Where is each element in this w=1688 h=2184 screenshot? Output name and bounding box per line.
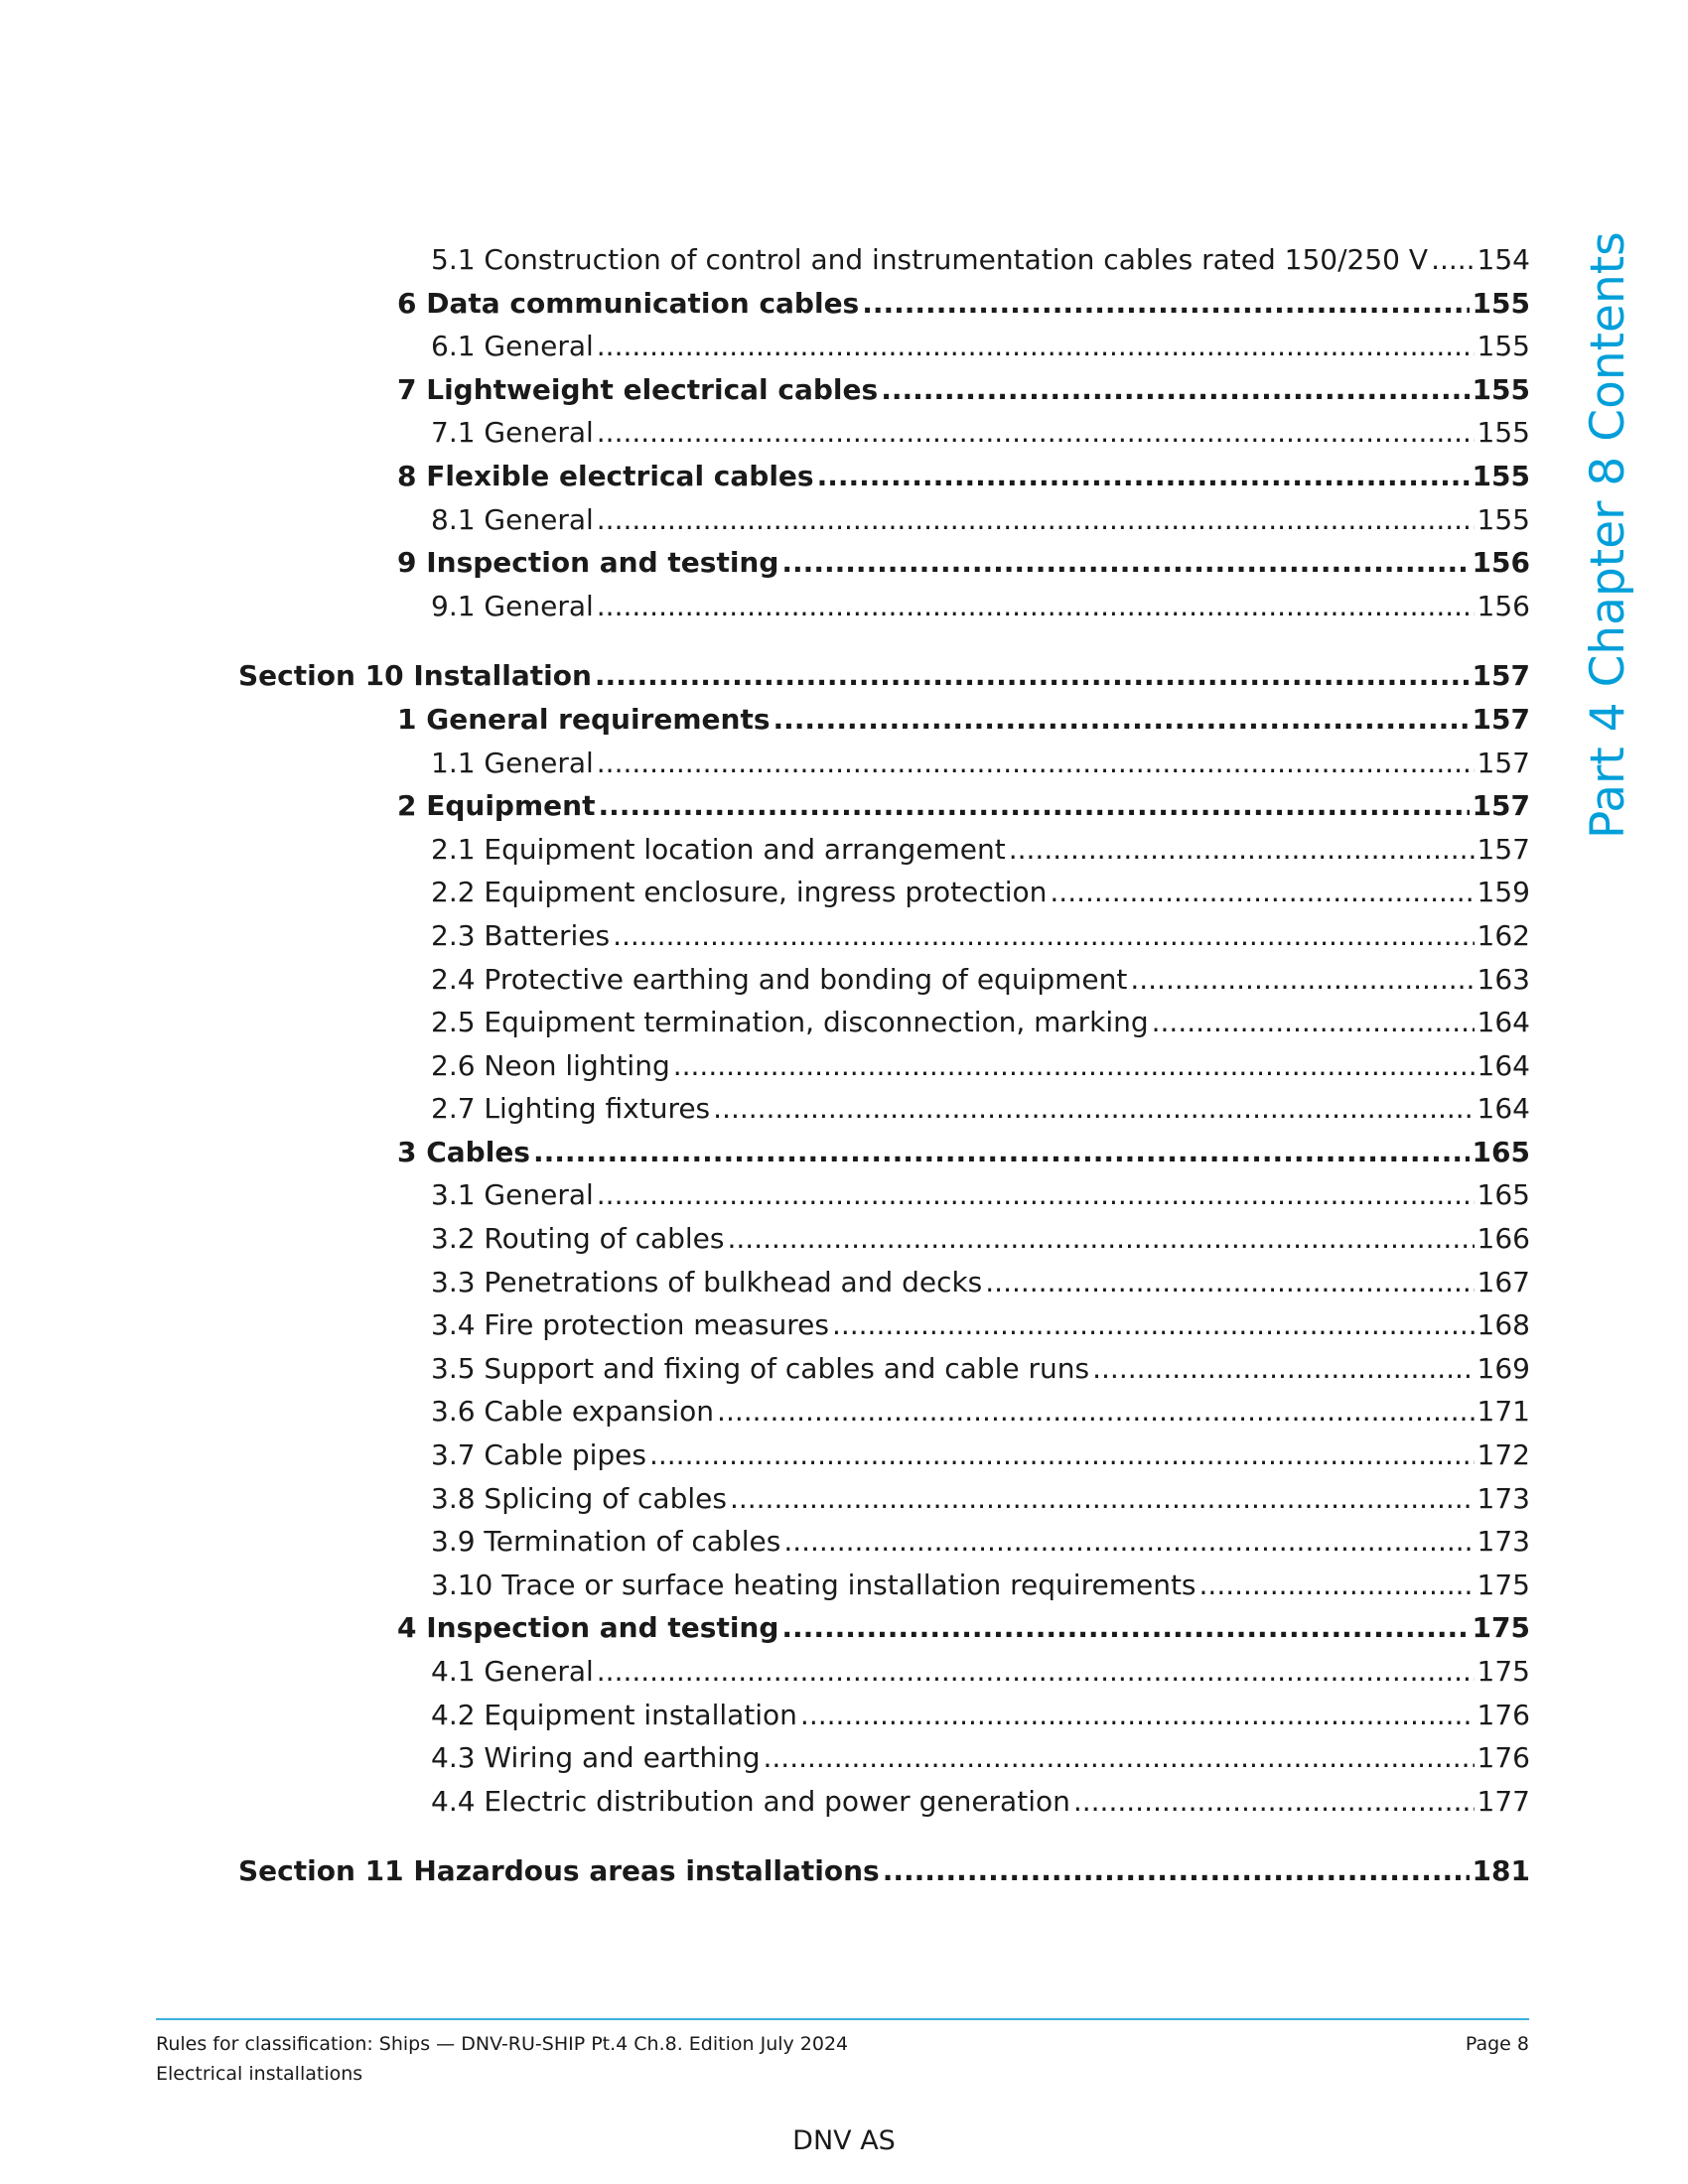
toc-entry-page: 181 [1472,1854,1530,1888]
toc-entry-title: 7.1 General [431,416,594,450]
toc-dot-leader [800,1694,1475,1737]
toc-entry-page: 156 [1472,546,1530,580]
side-title: Part 4 Chapter 8 Contents [1581,231,1635,839]
toc-entry-page: 164 [1477,1092,1530,1126]
toc-dot-leader [533,1131,1470,1174]
toc-entry[interactable] [0,698,1530,742]
toc-entry-page: 171 [1477,1395,1530,1429]
toc-entry[interactable] [0,784,1530,828]
toc-dot-leader [597,742,1475,785]
toc-dot-leader [597,1173,1475,1217]
toc-dot-leader [1431,238,1474,282]
toc-dot-leader [817,455,1470,498]
toc-entry[interactable] [0,411,1530,455]
toc-dot-leader [781,541,1469,585]
toc-entry-page: 157 [1477,832,1530,866]
toc-dot-leader [862,282,1469,326]
toc-entry[interactable] [0,1131,1530,1174]
toc-entry-title: 2.2 Equipment enclosure, ingress protection [431,876,1048,909]
toc-entry[interactable] [0,1564,1530,1607]
toc-entry[interactable] [0,1433,1530,1477]
toc-entry[interactable] [0,1001,1530,1044]
toc-dot-leader [1199,1564,1475,1607]
toc-entry-title: 3.5 Support and fixing of cables and cable runs [431,1351,1090,1385]
toc-dot-leader [595,654,1470,698]
toc-dot-leader [713,1087,1474,1131]
toc-dot-leader [783,1520,1474,1564]
toc-dot-leader [1073,1780,1475,1824]
toc-entry[interactable] [0,455,1530,498]
toc-entry-title: 2.4 Protective earthing and bonding of equipment [431,962,1128,996]
toc-entry-page: 167 [1477,1265,1530,1298]
toc-entry-page: 175 [1477,1655,1530,1688]
toc-entry[interactable] [0,238,1530,282]
toc-entry[interactable] [0,368,1530,412]
toc-entry[interactable] [0,1173,1530,1217]
toc-entry[interactable] [0,325,1530,368]
toc-entry[interactable] [0,1477,1530,1521]
footer-page-number: Page 8 [1465,2033,1529,2055]
toc-entry-page: 157 [1472,659,1530,693]
toc-entry-title: 3.7 Cable pipes [431,1438,646,1472]
toc-entry[interactable] [0,1044,1530,1088]
toc-entry-page: 159 [1477,876,1530,909]
toc-entry[interactable] [0,282,1530,326]
toc-entry-title: 8 Flexible electrical cables [397,459,814,492]
toc-entry-page: 176 [1477,1698,1530,1731]
toc-entry-title: 2.7 Lighting fixtures [431,1092,711,1126]
toc-entry-page: 154 [1477,243,1530,276]
toc-entry-page: 173 [1477,1481,1530,1515]
toc-dot-leader [781,1606,1469,1650]
toc-dot-leader [730,1477,1475,1521]
toc-entry-title: 3.10 Trace or surface heating installation requirements [431,1568,1196,1601]
toc-entry-page: 165 [1472,1135,1530,1168]
toc-entry-title: Section 10 Installation [238,659,592,693]
toc-entry[interactable] [0,1261,1530,1304]
toc-entry-title: 3.4 Fire protection measures [431,1308,829,1342]
toc-entry[interactable] [0,1736,1530,1780]
toc-entry-page: 155 [1477,330,1530,363]
toc-entry-page: 162 [1477,918,1530,952]
toc-entry[interactable] [0,1303,1530,1347]
toc-entry-page: 157 [1472,702,1530,736]
table-of-contents [0,231,1688,1893]
toc-dot-leader [774,698,1470,742]
toc-entry-page: 168 [1477,1308,1530,1342]
toc-entry[interactable] [0,498,1530,542]
toc-entry-title: 2.6 Neon lighting [431,1048,670,1082]
toc-entry-title: 1 General requirements [397,702,771,736]
company-name: DNV AS [792,2125,896,2156]
toc-entry-page: 157 [1472,789,1530,823]
toc-dot-leader [717,1390,1475,1433]
toc-entry-page: 156 [1477,589,1530,622]
footer-document-title: Rules for classification: Ships — DNV-RU-SHIP Pt.4 Ch.8. Edition July 2024 [156,2033,849,2055]
toc-entry-page: 155 [1472,459,1530,492]
toc-entry[interactable] [0,871,1530,914]
footer-rule [156,2018,1529,2020]
toc-entry-page: 157 [1477,746,1530,779]
toc-entry-title: 2.1 Equipment location and arrangement [431,832,1006,866]
toc-entry-page: 166 [1477,1222,1530,1256]
toc-entry-page: 175 [1477,1568,1530,1601]
toc-entry-title: 3.8 Splicing of cables [431,1481,727,1515]
toc-entry[interactable] [0,828,1530,872]
toc-entry-title: 3.2 Routing of cables [431,1222,725,1256]
toc-dot-leader [1152,1001,1475,1044]
toc-dot-leader [613,914,1474,958]
toc-entry-page: 176 [1477,1741,1530,1775]
toc-entry[interactable] [0,541,1530,585]
toc-dot-leader [597,1650,1475,1694]
toc-dot-leader [649,1433,1475,1477]
toc-entry-title: 7 Lightweight electrical cables [397,372,879,406]
toc-entry-page: 164 [1477,1048,1530,1082]
toc-entry-title: 9.1 General [431,589,594,622]
toc-entry-title: 4.2 Equipment installation [431,1698,797,1731]
toc-entry-title: 6.1 General [431,330,594,363]
toc-dot-leader [832,1303,1475,1347]
toc-entry-page: 172 [1477,1438,1530,1472]
toc-entry-page: 169 [1477,1351,1530,1385]
toc-entry-title: 5.1 Construction of control and instrumentation cables rated 150/250 V [431,243,1429,276]
toc-entry[interactable] [0,1347,1530,1391]
toc-dot-leader [764,1736,1475,1780]
toc-dot-leader [597,585,1475,628]
toc-entry-title: 3.3 Penetrations of bulkhead and decks [431,1265,983,1298]
toc-entry-title: 1.1 General [431,746,594,779]
toc-entry[interactable] [0,914,1530,958]
toc-entry-page: 175 [1472,1611,1530,1645]
toc-dot-leader [673,1044,1475,1088]
toc-dot-leader [597,498,1475,542]
toc-entry[interactable] [0,1087,1530,1131]
toc-dot-leader [1130,958,1474,1002]
footer-left [156,2029,848,2089]
toc-dot-leader [728,1217,1475,1261]
toc-dot-leader [597,325,1475,368]
toc-entry-page: 163 [1477,962,1530,996]
toc-dot-leader [881,368,1469,412]
toc-entry-page: 155 [1477,502,1530,536]
toc-entry-title: 4.4 Electric distribution and power generation [431,1784,1070,1818]
toc-entry-title: 3.9 Termination of cables [431,1525,781,1559]
toc-entry[interactable] [0,958,1530,1002]
toc-entry[interactable] [0,1390,1530,1433]
toc-dot-leader [1009,828,1475,872]
toc-entry-title: 3 Cables [397,1135,530,1168]
toc-entry[interactable] [0,1780,1530,1824]
toc-entry[interactable] [0,742,1530,785]
toc-entry-title: 9 Inspection and testing [397,546,779,580]
toc-entry-page: 155 [1472,372,1530,406]
toc-entry-title: 4.3 Wiring and earthing [431,1741,761,1775]
toc-dot-leader [598,784,1469,828]
toc-entry[interactable] [0,1694,1530,1737]
toc-dot-leader [883,1849,1470,1893]
toc-entry-page: 164 [1477,1006,1530,1039]
toc-entry-title: 4.1 General [431,1655,594,1688]
footer-chapter-title: Electrical installations [156,2063,363,2085]
toc-entry[interactable] [0,1606,1530,1650]
toc-entry[interactable] [0,654,1530,698]
toc-entry-title: 2 Equipment [397,789,596,823]
toc-dot-leader [985,1261,1474,1304]
toc-entry-title: 6 Data communication cables [397,286,860,320]
toc-entry-page: 173 [1477,1525,1530,1559]
toc-entry-page: 177 [1477,1784,1530,1818]
toc-entry-page: 155 [1477,416,1530,450]
toc-dot-leader [1050,871,1474,914]
toc-entry-title: 8.1 General [431,502,594,536]
toc-entry-title: Section 11 Hazardous areas installations [238,1854,880,1888]
toc-entry-title: 2.3 Batteries [431,918,611,952]
toc-entry-title: 3.6 Cable expansion [431,1395,715,1429]
toc-entry-page: 165 [1477,1178,1530,1212]
toc-entry[interactable] [0,1650,1530,1694]
toc-entry[interactable] [0,585,1530,628]
toc-entry-page: 155 [1472,286,1530,320]
toc-entry-title: 4 Inspection and testing [397,1611,779,1645]
toc-entry[interactable] [0,1217,1530,1261]
toc-entry-title: 3.1 General [431,1178,594,1212]
toc-dot-leader [1092,1347,1474,1391]
toc-entry[interactable] [0,1520,1530,1564]
toc-entry[interactable] [0,1849,1530,1893]
toc-dot-leader [597,411,1475,455]
toc-entry-title: 2.5 Equipment termination, disconnection, marking [431,1006,1149,1039]
